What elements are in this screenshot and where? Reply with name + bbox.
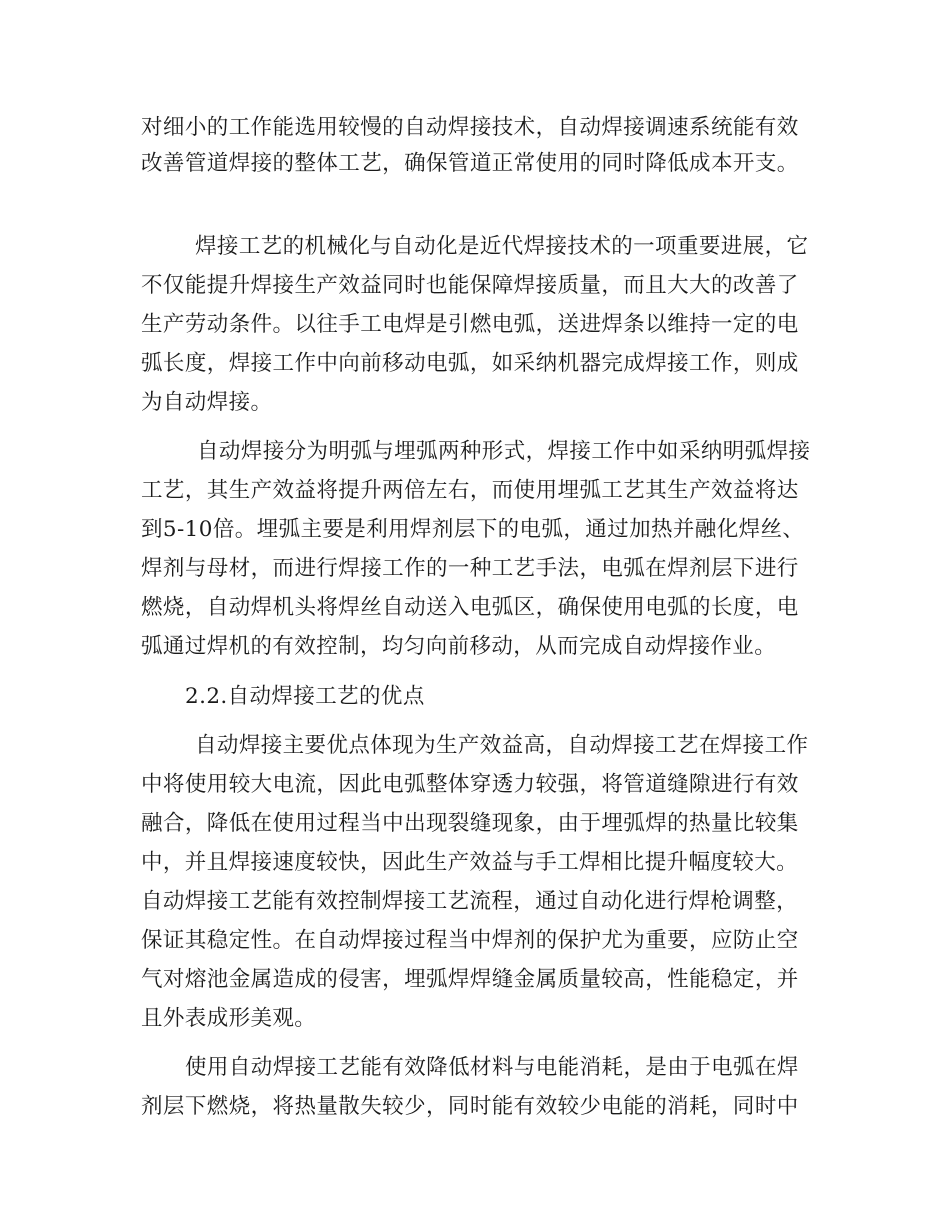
text-line: 使 用 自 动 焊 接 工 艺 能 有 效 降 低 材 料 与 电 能 消 耗 ， 是 由 于 电 弧 在 焊: [185, 1055, 799, 1080]
text-line: 中 将 使 用 较 大 电 流 ， 因 此 电 弧 整 体 穿 透 力 较 强 ， 将 管 道 缝 隙 进 行 有 效: [141, 772, 799, 797]
text-line: 弧 长 度 ， 焊 接 工 作 中 向 前 移 动 电 弧 ， 如 采 纳 机 器 完 成 焊 接 工 作 ， 则 成: [141, 351, 799, 376]
text-line: 工 艺 ， 其 生 产 效 益 将 提 升 两 倍 左 右 ， 而 使 用 埋 弧 工 艺 其 生 产 效 益 将 达: [141, 478, 799, 503]
text-line: 不 仅 能 提 升 焊 接 生 产 效 益 同 时 也 能 保 障 焊 接 质 量 ， 而 且 大 大 的 改 善 了: [141, 273, 799, 298]
text-line: 保 证 其 稳 定 性 。 在 自 动 焊 接 过 程 当 中 焊 剂 的 保 护 尤 为 重 要 ， 应 防 止 空: [141, 928, 799, 953]
text-line: 自动焊接工艺能有效控制焊接工艺流程，通过自动化进行焊枪调整，: [141, 889, 799, 914]
text-line: 到 5 - 1 0 倍 。 埋 弧 主 要 是 利 用 焊 剂 层 下 的 电 弧 ， 通 过 加 热 并 融 化 焊 丝 、: [141, 517, 805, 542]
text-line: 改 善 管 道 焊 接 的 整 体 工 艺 ， 确 保 管 道 正 常 使 用 的 同 时 降 低 成 本 开 支 。: [141, 151, 799, 176]
section-heading: 2.2.自动焊接工艺的优点: [185, 684, 425, 709]
text-line: 燃 烧 ， 自 动 焊 机 头 将 焊 丝 自 动 送 入 电 弧 区 ， 确 保 使 用 电 弧 的 长 度 ， 电: [141, 595, 799, 620]
text-line: 中，并且焊接速度较快，因此生产效益与手工焊相比提升幅度较大。: [141, 850, 799, 875]
text-line: 融 合 ， 降 低 在 使 用 过 程 当 中 出 现 裂 缝 现 象 ， 由 于 埋 弧 焊 的 热 量 比 较 集: [141, 811, 799, 836]
text-line: 剂 层 下 燃 烧 ， 将 热 量 散 失 较 少 ， 同 时 能 有 效 较 少 电 能 的 消 耗 ， 同 时 中: [141, 1094, 799, 1119]
text-line: 为自动焊接。: [141, 390, 273, 415]
text-line: 生 产 劳 动 条 件 。 以 往 手 工 电 焊 是 引 燃 电 弧 ， 送 进 焊 条 以 维 持 一 定 的 电: [141, 312, 799, 337]
text-line: 对 细 小 的 工 作 能 选 用 较 慢 的 自 动 焊 接 技 术 ， 自 动 焊 接 调 速 系 统 能 有 效: [141, 115, 799, 140]
text-line: 气 对 熔 池 金 属 造 成 的 侵 害 ， 埋 弧 焊 焊 缝 金 属 质 量 较 高 ， 性 能 稳 定 ， 并: [141, 967, 799, 992]
text-line: 自 动 焊 接 主 要 优 点 体 现 为 生 产 效 益 高 ， 自 动 焊 接 工 艺 在 焊 接 工 作: [195, 733, 809, 758]
text-line: 且外表成形美观。: [141, 1006, 317, 1031]
text-line: 焊 剂 与 母 材 ， 而 进 行 焊 接 工 作 的 一 种 工 艺 手 法 ， 电 弧 在 焊 剂 层 下 进 行: [141, 556, 799, 581]
text-line: 弧通过焊机的有效控制，均匀向前移动，从而完成自动焊接作业。: [141, 634, 777, 659]
text-line: 自 动 焊 接 分 为 明 弧 与 埋 弧 两 种 形 式 ， 焊 接 工 作 中 如 采 纳 明 弧 焊 接: [197, 439, 811, 464]
text-line: 焊 接 工 艺 的 机 械 化 与 自 动 化 是 近 代 焊 接 技 术 的 一 项 重 要 进 展 ， 它: [195, 234, 809, 259]
